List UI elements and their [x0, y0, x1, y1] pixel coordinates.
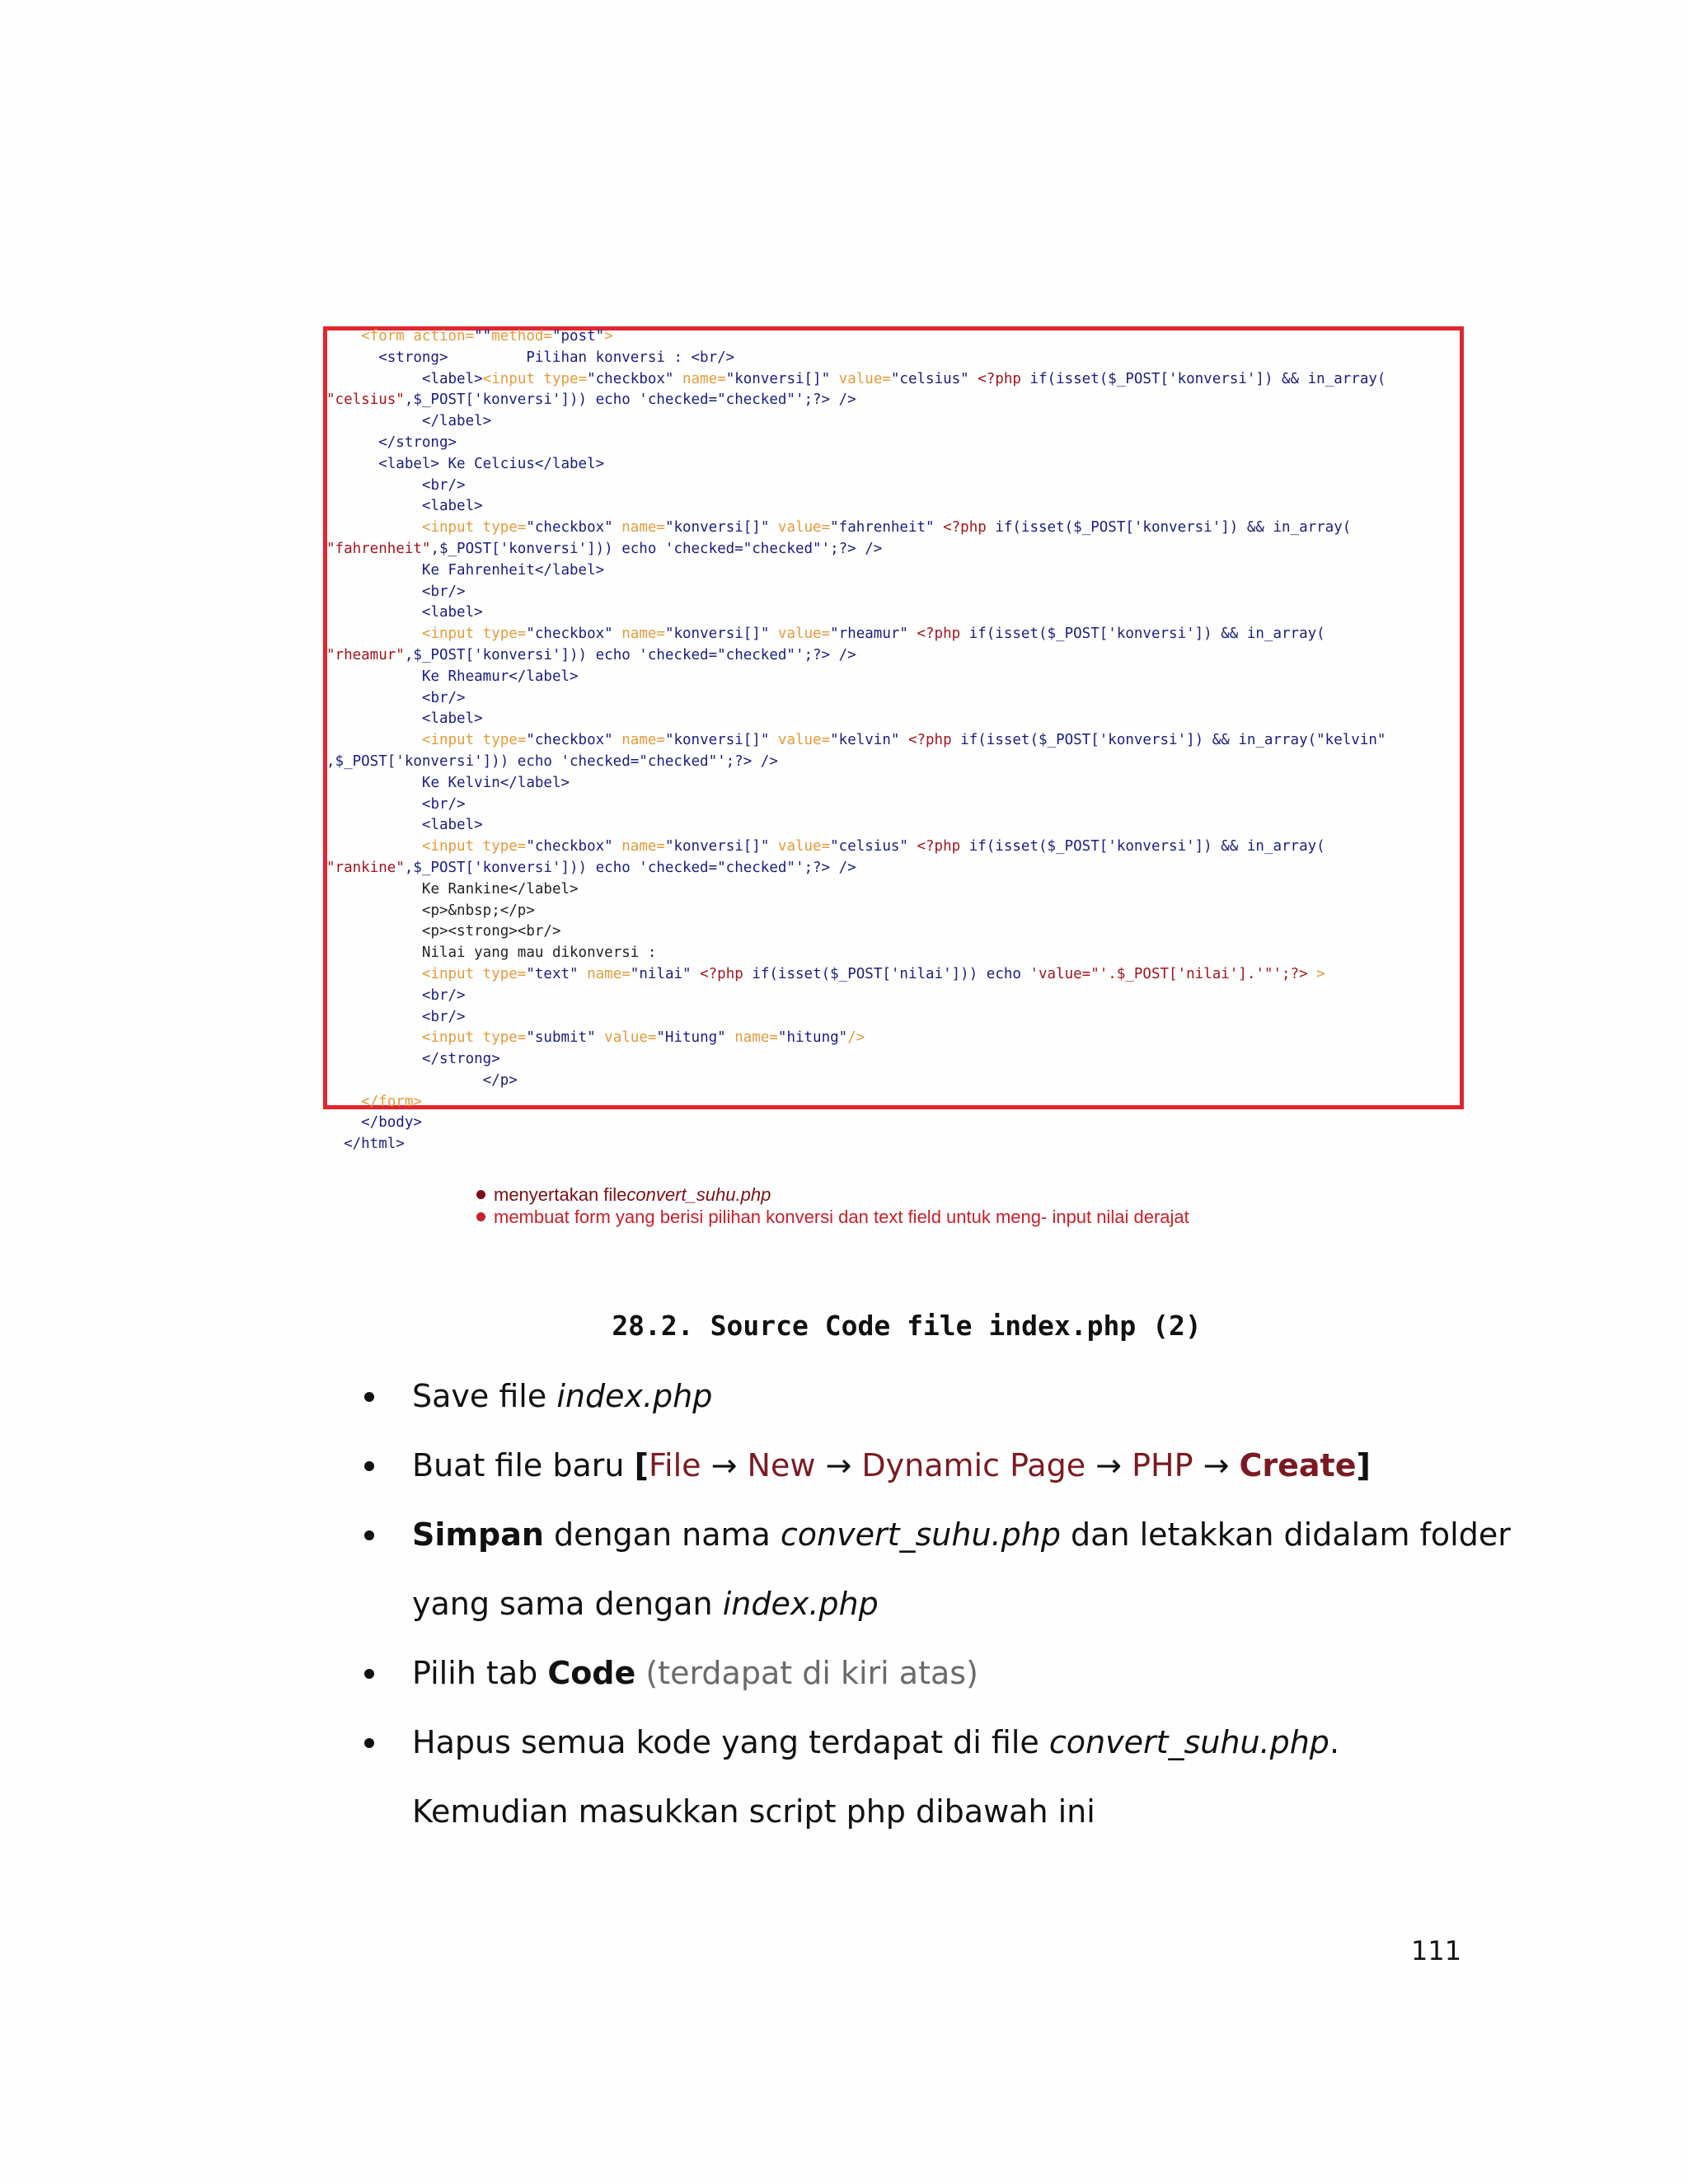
code-indent [326, 1136, 344, 1152]
code-token: <label> [421, 604, 483, 621]
code-indent [326, 1094, 361, 1110]
code-token: "rheamur" [830, 626, 917, 643]
code-token: name= [682, 370, 726, 387]
code-token: if(isset($_POST['konversi']) && in_array( [968, 626, 1325, 643]
code-token: name= [621, 838, 665, 855]
code-token: <?php [907, 732, 961, 749]
code-token: "konversi[]" [664, 732, 778, 749]
code-token: Ke Rheamur</label> [421, 668, 579, 685]
code-indent [326, 838, 422, 855]
code-token: name= [621, 732, 665, 749]
code-token: <?php [917, 626, 969, 643]
code-token: <label> [421, 817, 483, 834]
code-line [326, 794, 1472, 816]
code-line [326, 1049, 1472, 1071]
code-token: "checkbox" [587, 370, 683, 387]
code-indent [326, 519, 422, 536]
code-token: <br/> [421, 1008, 466, 1025]
list-item: Pilih tab Code (terdapat di kiri atas) [359, 1638, 1513, 1708]
code-token: ,$_POST['konversi'])) echo 'checked="checked"';?> /> [404, 391, 856, 409]
code-indent [326, 902, 422, 919]
code-indent [326, 456, 378, 472]
code-token: "hitung" [777, 1029, 848, 1047]
list-item-continuation: Kemudian masukkan script php dibawah ini [412, 1793, 1095, 1830]
code-indent [326, 710, 422, 727]
code-token: method= [491, 328, 552, 344]
code-token: <br/> [421, 795, 466, 813]
code-token: <?php [700, 965, 753, 982]
code-indent [326, 796, 422, 813]
code-line [326, 815, 1472, 837]
code-indent [326, 604, 422, 621]
code-token: "Hitung" [656, 1029, 735, 1047]
code-indent [326, 690, 422, 706]
list-item: Buat file baru [File → New → Dynamic Page → PHP → Create] [359, 1431, 1513, 1500]
code-token: </label> [421, 413, 492, 430]
bullet-dot-icon [364, 1669, 374, 1679]
code-line [326, 709, 1472, 730]
code-token: "konversi[]" [664, 519, 778, 537]
page-number: 111 [1411, 1935, 1462, 1966]
code-token: <br/> [421, 476, 466, 494]
bullet-dot-icon [364, 1530, 374, 1540]
code-token: 'value="'.$_POST['nilai'].'"';?> [1029, 965, 1317, 982]
code-indent [326, 966, 422, 982]
code-indent [326, 1029, 422, 1046]
code-line [326, 730, 1472, 752]
code-token: name= [621, 519, 665, 537]
code-token: ,$_POST['konversi'])) echo 'checked="checked"';?> /> [430, 540, 883, 557]
code-token: ,$_POST['konversi'])) echo 'checked="checked"';?> /> [404, 646, 856, 663]
code-line [326, 1007, 1472, 1029]
code-line [326, 348, 1472, 369]
code-line [326, 879, 1472, 901]
code-token: "konversi[]" [664, 838, 778, 855]
code-token: > [1316, 965, 1325, 982]
code-token: ,$_POST['konversi'])) echo 'checked="checked"';?> /> [404, 859, 856, 876]
code-token: <input type= [421, 1029, 527, 1047]
code-indent [326, 1114, 361, 1131]
code-token: </body> [361, 1114, 422, 1132]
code-token: <br/> [421, 689, 466, 706]
code-line [326, 411, 1472, 433]
bullet-dot-icon [476, 1190, 485, 1199]
code-line [326, 964, 1472, 986]
code-token: "rheamur" [326, 646, 405, 663]
code-line [326, 326, 1472, 348]
code-indent [326, 498, 422, 514]
code-token: </form> [361, 1093, 422, 1110]
code-token: name= [587, 965, 631, 982]
code-line [326, 645, 1472, 667]
bullet-dot-icon [364, 1392, 374, 1402]
code-token: <label> [421, 498, 483, 515]
annotation-notes [476, 1183, 1189, 1228]
code-token: "checkbox" [526, 519, 622, 537]
code-token: value= [777, 732, 831, 749]
figure-caption: 28.2. Source Code file index.php (2) [612, 1310, 1202, 1342]
code-token: value= [777, 519, 831, 537]
code-line [326, 773, 1472, 794]
code-indent [326, 626, 422, 642]
code-token: if(isset($_POST['konversi']) && in_array( [968, 838, 1325, 855]
code-token: "checkbox" [526, 732, 622, 749]
code-token: <br/> [421, 583, 466, 600]
code-token: <input type= [421, 519, 527, 537]
code-token: </html> [344, 1136, 405, 1153]
note-include-file: menyertakan file convert_suhu.php [476, 1183, 1189, 1206]
code-indent [326, 944, 422, 961]
code-token: value= [604, 1029, 657, 1047]
code-token: value= [777, 838, 831, 855]
code-indent [326, 881, 422, 898]
bullet-dot-icon [364, 1738, 374, 1748]
code-token: <br/> [421, 987, 466, 1004]
code-token: </strong> [378, 434, 457, 451]
code-line [326, 476, 1472, 497]
code-indent [326, 434, 378, 451]
code-line [326, 1028, 1472, 1049]
code-indent [326, 1009, 422, 1025]
code-token: if(isset($_POST['nilai'])) echo [752, 965, 1030, 982]
code-token: name= [734, 1029, 778, 1047]
code-token: name= [621, 626, 665, 643]
code-token: "celsius" [326, 391, 405, 409]
code-token: if(isset($_POST['konversi']) && in_array( [1029, 370, 1386, 387]
code-token: Ke Rankine</label> [421, 880, 579, 898]
code-indent [326, 349, 378, 366]
code-token: > [604, 328, 613, 344]
code-indent [326, 328, 361, 344]
code-token: "konversi[]" [664, 626, 778, 643]
code-line [326, 582, 1472, 603]
code-line [326, 539, 1472, 560]
code-indent [326, 583, 422, 600]
code-line [326, 624, 1472, 645]
code-token: <form action= [361, 328, 475, 344]
code-token: <strong> Pilihan konversi : <br/> [378, 349, 735, 366]
code-indent [326, 413, 422, 429]
code-token: <p><strong><br/> [421, 923, 561, 940]
code-line [326, 901, 1472, 922]
code-token: "rankine" [326, 859, 405, 876]
code-token: Ke Kelvin</label> [421, 774, 570, 791]
code-token: Nilai yang mau dikonversi : [421, 944, 657, 962]
code-indent [326, 668, 422, 685]
code-line [326, 1092, 1472, 1113]
code-token: <label> [421, 370, 483, 387]
list-item: Save file index.php [359, 1361, 1513, 1431]
code-line [326, 688, 1472, 710]
code-line [326, 837, 1472, 858]
code-line [326, 454, 1472, 476]
note-form-description: membuat form yang berisi pilihan konversi dan text field untuk meng- input nilai derajat [476, 1206, 1189, 1228]
code-token: "" [474, 328, 492, 344]
code-line [326, 433, 1472, 454]
code-token: <?php [917, 838, 969, 855]
code-line [326, 518, 1472, 539]
code-line [326, 496, 1472, 518]
code-token: <input type= [421, 965, 527, 982]
code-token: "kelvin" [830, 732, 908, 749]
code-token: <label> Ke Celcius</label> [378, 455, 605, 472]
code-token: <label> [421, 710, 483, 728]
code-token: if(isset($_POST['konversi']) && in_array( [995, 519, 1352, 537]
code-line [326, 986, 1472, 1007]
instruction-list [359, 1361, 1513, 1846]
code-token: <input type= [421, 838, 527, 855]
code-token: </p> [482, 1071, 518, 1089]
code-token: "celsius" [830, 838, 917, 855]
code-token: value= [777, 626, 831, 643]
code-token: value= [838, 370, 891, 387]
code-token: "nilai" [630, 965, 701, 982]
code-token: "fahrenheit" [326, 540, 431, 557]
code-indent [326, 817, 422, 833]
code-line [326, 390, 1472, 411]
code-indent [326, 371, 422, 387]
code-token: "checkbox" [526, 626, 622, 643]
code-indent [326, 1072, 483, 1089]
code-indent [326, 775, 422, 791]
code-token: <input type= [482, 370, 588, 387]
bullet-dot-icon [364, 1461, 374, 1471]
code-token: <?php [978, 370, 1030, 387]
code-indent [326, 562, 422, 579]
code-token: "submit" [526, 1029, 605, 1047]
code-line [326, 752, 1472, 773]
code-token: <input type= [421, 626, 527, 643]
code-token: Ke Fahrenheit</label> [421, 561, 605, 579]
list-item-continuation: yang sama dengan index.php [412, 1586, 879, 1622]
list-item: Hapus semua kode yang terdapat di file convert_suhu.php. [359, 1708, 1513, 1777]
code-indent [326, 1051, 422, 1067]
code-token: <p>&nbsp;</p> [421, 902, 535, 919]
code-token: "celsius" [890, 370, 978, 387]
code-line [326, 667, 1472, 688]
code-token: <input type= [421, 732, 527, 749]
code-line [326, 369, 1472, 391]
code-line [326, 943, 1472, 964]
code-token: "fahrenheit" [830, 519, 944, 537]
code-line [326, 858, 1472, 879]
code-indent [326, 987, 422, 1004]
code-token: if(isset($_POST['konversi']) && in_array("kelvin" [960, 732, 1386, 749]
code-token: /> [847, 1029, 865, 1047]
list-item: Simpan dengan nama convert_suhu.php dan letakkan didalam folder [359, 1500, 1513, 1569]
code-line [326, 1071, 1472, 1092]
code-line [326, 1113, 1472, 1134]
code-line [326, 921, 1472, 943]
code-token: "post" [551, 328, 605, 344]
code-indent [326, 923, 422, 940]
code-token: ,$_POST['konversi'])) echo 'checked="checked"';?> /> [326, 752, 778, 770]
code-indent [326, 477, 422, 494]
code-indent [326, 732, 422, 748]
code-listing [326, 326, 1472, 1155]
code-token: </strong> [421, 1051, 500, 1068]
bullet-dot-icon [476, 1212, 485, 1221]
code-token: "text" [526, 965, 588, 982]
code-token: "konversi[]" [725, 370, 839, 387]
code-line [326, 1134, 1472, 1155]
code-line [326, 560, 1472, 582]
code-line [326, 602, 1472, 624]
code-token: <?php [943, 519, 996, 537]
code-token: "checkbox" [526, 838, 622, 855]
